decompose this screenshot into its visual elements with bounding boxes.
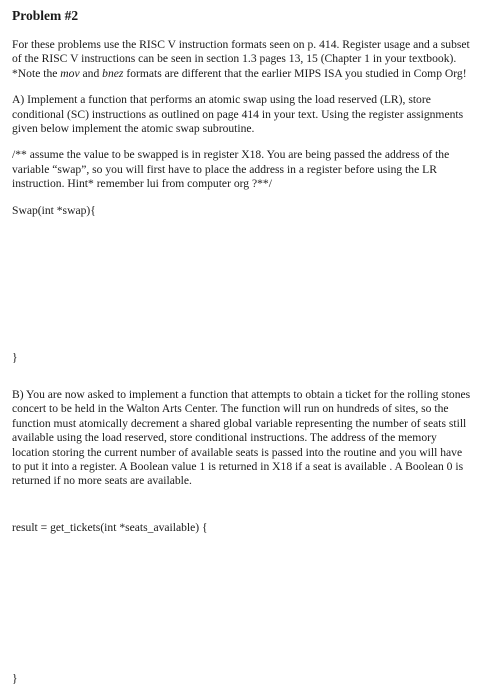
part-a-comment: /** assume the value to be swapped is in register X18. You are being passed the address of the variable “swap”, so you will first have to place the address in a register before using the LR instruction. Hint* remember lui from computer org ?**/	[12, 148, 450, 191]
swap-function-close-brace: }	[12, 351, 18, 364]
intro-paragraph	[12, 38, 474, 81]
intro-text-1: For these problems use the RISC V instruction formats seen on p. 414. Register usage and a subset of the RISC V instructions can be seen in section 1.3 pages 13, 15 (Chapter 1 in your textbook). *Note the	[12, 38, 470, 80]
part-b-section	[12, 388, 474, 489]
part-a-description: A) Implement a function that performs an atomic swap using the load reserved (LR), store conditional (SC) instructions as outlined on page 414 in your text. Using the register assignments given below implement the atomic swap subroutine.	[12, 93, 464, 136]
part-b-description: B) You are now asked to implement a function that attempts to obtain a ticket for the rolling stones concert to be held in the Walton Arts Center. The function will run on hundreds of sites, so the function must atomically decrement a shared global variable representing the number of seats still available using the load reserved, store conditional instructions. The address of the memory location storing the current number of available seats is passed into the routine and you will have to put it into a register. A Boolean value 1 is returned in X18 if a seat is available . A Boolean 0 is returned if no more seats are available.	[12, 388, 471, 488]
intro-text-2: formats are different that the earlier MIPS ISA you studied in Comp Org!	[123, 66, 467, 80]
intro-and: and	[79, 66, 103, 80]
problem-title: Problem #2	[12, 8, 79, 23]
document-page	[12, 8, 474, 218]
get-tickets-close-brace: }	[12, 672, 18, 685]
get-tickets-signature-block	[12, 521, 208, 535]
swap-function-signature: Swap(int *swap){	[12, 203, 96, 217]
bnez-keyword: bnez	[102, 66, 124, 80]
mov-keyword: mov	[60, 66, 80, 80]
get-tickets-signature: result = get_tickets(int *seats_available) {	[12, 521, 208, 534]
